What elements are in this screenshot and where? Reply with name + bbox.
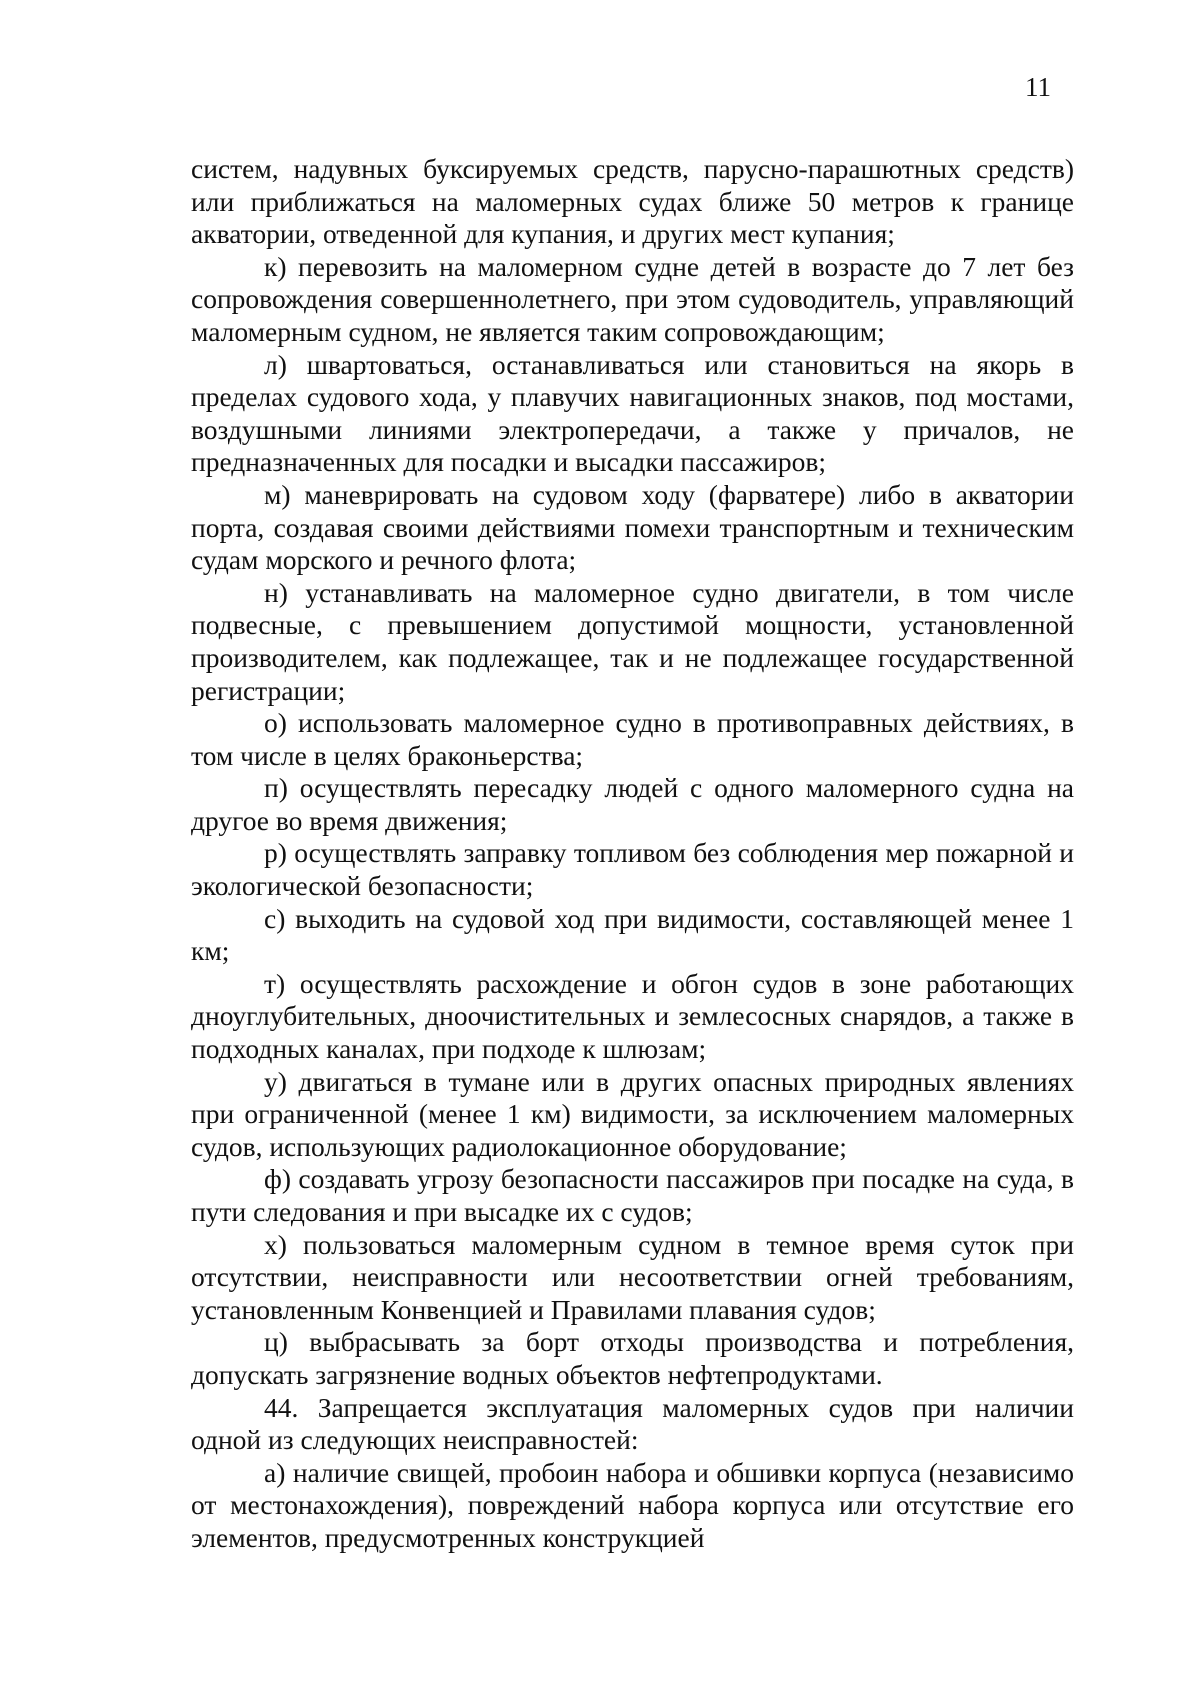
paragraph-item-o: о) использовать маломерное судно в противоправных действиях, в том числе в целях браконьерства; bbox=[191, 707, 1074, 771]
paragraph-item-kh: х) пользоваться маломерным судном в темное время суток при отсутствии, неисправности или несоответствии огней требованиям, установленным Конвенцией и Правилами плавания судов; bbox=[191, 1228, 1074, 1325]
page-number: 11 bbox=[1025, 72, 1051, 102]
paragraph-item-u: у) двигаться в тумане или в других опасных природных явлениях при ограниченной (менее 1 км) видимости, за исключением маломерных судов, использующих радиолокационное оборудование; bbox=[191, 1065, 1074, 1162]
paragraph-item-n: н) устанавливать на маломерное судно двигатели, в том числе подвесные, с превышением допустимой мощности, установленной производителем, как подлежащее, так и не подлежащее государственной регистрации; bbox=[191, 576, 1074, 706]
document-body bbox=[191, 153, 1074, 1555]
paragraph-item-a: а) наличие свищей, пробоин набора и обшивки корпуса (независимо от местонахождения), повреждений набора корпуса или отсутствие его элементов, предусмотренных конструкцией bbox=[191, 1456, 1074, 1553]
paragraph-item-ts: ц) выбрасывать за борт отходы производства и потребления, допускать загрязнение водных объектов нефтепродуктами. bbox=[191, 1326, 1074, 1390]
paragraph-item-f: ф) создавать угрозу безопасности пассажиров при посадке на суда, в пути следования и при высадке их с судов; bbox=[191, 1163, 1074, 1227]
paragraph-item-s: с) выходить на судовой ход при видимости, составляющей менее 1 км; bbox=[191, 902, 1074, 967]
paragraph-clause-44: 44. Запрещается эксплуатация маломерных судов при наличии одной из следующих неисправностей: bbox=[191, 1391, 1074, 1456]
paragraph-item-r: р) осуществлять заправку топливом без соблюдения мер пожарной и экологической безопасности; bbox=[191, 837, 1074, 902]
paragraph-item-l: л) швартоваться, останавливаться или становиться на якорь в пределах судового хода, у плавучих навигационных знаков, под мостами, воздушными линиями электропередачи, а также у причалов, не предназначенных для посадки и высадки пассажиров; bbox=[191, 348, 1074, 478]
paragraph-continuation: систем, надувных буксируемых средств, парусно-парашютных средств) или приближаться на маломерных судах ближе 50 метров к границе акватории, отведенной для купания, и других мест купания; bbox=[191, 153, 1074, 250]
paragraph-item-t: т) осуществлять расхождение и обгон судов в зоне работающих дноуглубительных, дноочистительных и землесосных снарядов, а также в подходных каналах, при подходе к шлюзам; bbox=[191, 967, 1074, 1065]
paragraph-item-m: м) маневрировать на судовом ходу (фарватере) либо в акватории порта, создавая своими действиями помехи транспортным и техническим судам морского и речного флота; bbox=[191, 478, 1074, 576]
paragraph-item-k: к) перевозить на маломерном судне детей в возрасте до 7 лет без сопровождения совершеннолетнего, при этом судоводитель, управляющий маломерным судном, не является таким сопровождающим; bbox=[191, 250, 1074, 347]
paragraph-item-p: п) осуществлять пересадку людей с одного маломерного судна на другое во время движения; bbox=[191, 772, 1074, 836]
